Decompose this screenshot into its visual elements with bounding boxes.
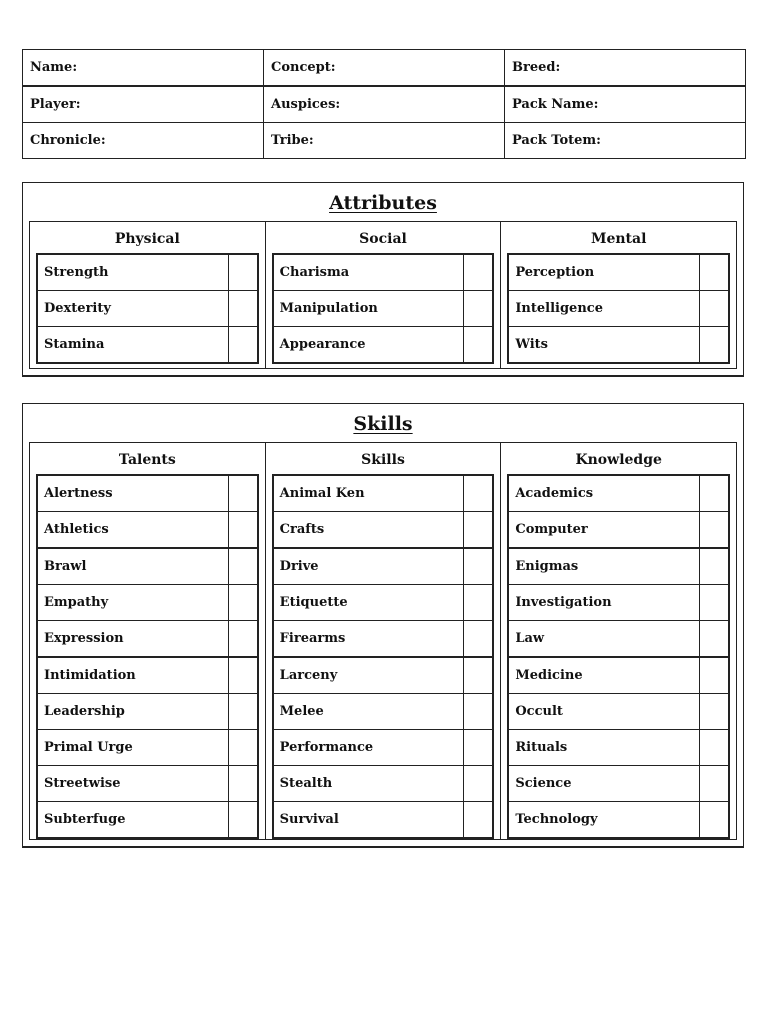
stat-row xyxy=(508,730,729,766)
stat-row xyxy=(508,657,729,694)
stat-label: Primal Urge xyxy=(37,730,228,766)
stat-label: Wits xyxy=(508,327,699,364)
stat-row xyxy=(37,254,258,291)
stat-label: Stealth xyxy=(273,766,464,802)
stat-row xyxy=(508,475,729,512)
skills-columns xyxy=(29,442,737,840)
stat-label: Larceny xyxy=(273,657,464,694)
column-heading: Skills xyxy=(361,452,405,468)
stat-label: Firearms xyxy=(273,621,464,658)
stat-table xyxy=(272,474,495,839)
stat-value-box[interactable] xyxy=(228,657,258,694)
column-heading: Physical xyxy=(114,231,180,247)
stat-value-box[interactable] xyxy=(464,548,494,585)
stat-row xyxy=(273,766,494,802)
stat-value-box[interactable] xyxy=(464,475,494,512)
stat-value-box[interactable] xyxy=(700,621,730,658)
auspices-field[interactable]: Auspices: xyxy=(264,86,505,123)
breed-field[interactable]: Breed: xyxy=(505,50,746,87)
attributes-title: Attributes xyxy=(329,192,437,214)
stat-row xyxy=(37,657,258,694)
stat-value-box[interactable] xyxy=(700,694,730,730)
stat-label: Charisma xyxy=(273,254,464,291)
stat-label: Crafts xyxy=(273,512,464,549)
column-heading: Social xyxy=(359,231,407,247)
stat-row xyxy=(273,657,494,694)
stat-row xyxy=(508,802,729,839)
skills-title: Skills xyxy=(353,413,413,435)
stat-label: Streetwise xyxy=(37,766,228,802)
stat-row xyxy=(37,291,258,327)
stat-table xyxy=(36,474,259,839)
stat-value-box[interactable] xyxy=(700,254,730,291)
stat-value-box[interactable] xyxy=(464,730,494,766)
stat-value-box[interactable] xyxy=(228,327,258,364)
stat-label: Drive xyxy=(273,548,464,585)
stat-value-box[interactable] xyxy=(464,621,494,658)
stat-table xyxy=(507,253,730,364)
column-heading: Knowledge xyxy=(575,452,662,468)
info-row xyxy=(23,50,746,87)
tribe-field[interactable]: Tribe: xyxy=(264,123,505,159)
stat-value-box[interactable] xyxy=(228,291,258,327)
character-info-table xyxy=(22,49,746,159)
stat-row xyxy=(37,585,258,621)
stat-row xyxy=(37,475,258,512)
stat-label: Intelligence xyxy=(508,291,699,327)
stat-value-box[interactable] xyxy=(700,657,730,694)
stat-row xyxy=(273,548,494,585)
skills-column xyxy=(266,443,502,839)
stat-row xyxy=(37,621,258,658)
stat-label: Investigation xyxy=(508,585,699,621)
stat-row xyxy=(508,766,729,802)
attributes-columns xyxy=(29,221,737,369)
stat-row xyxy=(508,512,729,549)
stat-row xyxy=(37,548,258,585)
stat-label: Stamina xyxy=(37,327,228,364)
stat-value-box[interactable] xyxy=(700,766,730,802)
stat-label: Medicine xyxy=(508,657,699,694)
stat-value-box[interactable] xyxy=(228,766,258,802)
stat-label: Expression xyxy=(37,621,228,658)
stat-label: Enigmas xyxy=(508,548,699,585)
stat-row xyxy=(273,585,494,621)
stat-row xyxy=(508,548,729,585)
info-row xyxy=(23,86,746,123)
knowledge-column xyxy=(501,443,736,839)
stat-value-box[interactable] xyxy=(700,327,730,364)
stat-label: Melee xyxy=(273,694,464,730)
stat-label: Occult xyxy=(508,694,699,730)
stat-row xyxy=(37,766,258,802)
stat-value-box[interactable] xyxy=(700,802,730,839)
stat-label: Law xyxy=(508,621,699,658)
stat-value-box[interactable] xyxy=(228,585,258,621)
stat-row xyxy=(273,802,494,839)
stat-value-box[interactable] xyxy=(700,512,730,549)
stat-label: Empathy xyxy=(37,585,228,621)
stat-label: Survival xyxy=(273,802,464,839)
stat-value-box[interactable] xyxy=(228,475,258,512)
stat-row xyxy=(508,621,729,658)
skills-panel xyxy=(22,403,744,848)
stat-table xyxy=(507,474,730,839)
stat-value-box[interactable] xyxy=(228,512,258,549)
stat-value-box[interactable] xyxy=(700,548,730,585)
stat-label: Performance xyxy=(273,730,464,766)
stat-label: Athletics xyxy=(37,512,228,549)
stat-label: Intimidation xyxy=(37,657,228,694)
stat-value-box[interactable] xyxy=(700,730,730,766)
stat-row xyxy=(273,621,494,658)
stat-value-box[interactable] xyxy=(464,291,494,327)
stat-label: Manipulation xyxy=(273,291,464,327)
stat-value-box[interactable] xyxy=(464,327,494,364)
stat-label: Perception xyxy=(508,254,699,291)
stat-label: Alertness xyxy=(37,475,228,512)
physical-column xyxy=(30,222,266,368)
stat-value-box[interactable] xyxy=(700,291,730,327)
stat-table xyxy=(36,253,259,364)
stat-row xyxy=(273,291,494,327)
stat-value-box[interactable] xyxy=(228,802,258,839)
attributes-panel xyxy=(22,182,744,377)
stat-row xyxy=(273,327,494,364)
stat-row xyxy=(508,694,729,730)
stat-row xyxy=(37,694,258,730)
stat-row xyxy=(273,694,494,730)
stat-label: Dexterity xyxy=(37,291,228,327)
stat-label: Academics xyxy=(508,475,699,512)
stat-row xyxy=(37,512,258,549)
stat-value-box[interactable] xyxy=(464,512,494,549)
stat-row xyxy=(273,475,494,512)
stat-label: Subterfuge xyxy=(37,802,228,839)
stat-value-box[interactable] xyxy=(228,694,258,730)
stat-label: Animal Ken xyxy=(273,475,464,512)
stat-row xyxy=(273,512,494,549)
info-row xyxy=(23,123,746,159)
stat-value-box[interactable] xyxy=(464,254,494,291)
stat-row xyxy=(273,730,494,766)
stat-value-box[interactable] xyxy=(228,254,258,291)
stat-value-box[interactable] xyxy=(228,730,258,766)
stat-row xyxy=(508,254,729,291)
player-field[interactable]: Player: xyxy=(23,86,264,123)
stat-label: Technology xyxy=(508,802,699,839)
stat-label: Computer xyxy=(508,512,699,549)
stat-value-box[interactable] xyxy=(464,694,494,730)
stat-label: Leadership xyxy=(37,694,228,730)
stat-value-box[interactable] xyxy=(464,657,494,694)
stat-value-box[interactable] xyxy=(464,802,494,839)
stat-label: Brawl xyxy=(37,548,228,585)
column-heading: Talents xyxy=(118,452,176,468)
pack-name-field[interactable]: Pack Name: xyxy=(505,86,746,123)
stat-label: Appearance xyxy=(273,327,464,364)
stat-value-box[interactable] xyxy=(464,585,494,621)
stat-label: Strength xyxy=(37,254,228,291)
column-heading: Mental xyxy=(590,231,647,247)
stat-value-box[interactable] xyxy=(464,766,494,802)
stat-value-box[interactable] xyxy=(228,548,258,585)
mental-column xyxy=(501,222,736,368)
name-field[interactable]: Name: xyxy=(23,50,264,87)
pack-totem-field[interactable]: Pack Totem: xyxy=(505,123,746,159)
stat-table xyxy=(272,253,495,364)
stat-label: Etiquette xyxy=(273,585,464,621)
stat-row xyxy=(37,327,258,364)
stat-row xyxy=(37,802,258,839)
concept-field[interactable]: Concept: xyxy=(264,50,505,87)
stat-row xyxy=(508,291,729,327)
social-column xyxy=(266,222,502,368)
stat-value-box[interactable] xyxy=(700,585,730,621)
talents-column xyxy=(30,443,266,839)
stat-row xyxy=(508,327,729,364)
stat-value-box[interactable] xyxy=(228,621,258,658)
stat-row xyxy=(273,254,494,291)
stat-label: Rituals xyxy=(508,730,699,766)
stat-row xyxy=(37,730,258,766)
stat-label: Science xyxy=(508,766,699,802)
chronicle-field[interactable]: Chronicle: xyxy=(23,123,264,159)
stat-row xyxy=(508,585,729,621)
stat-value-box[interactable] xyxy=(700,475,730,512)
